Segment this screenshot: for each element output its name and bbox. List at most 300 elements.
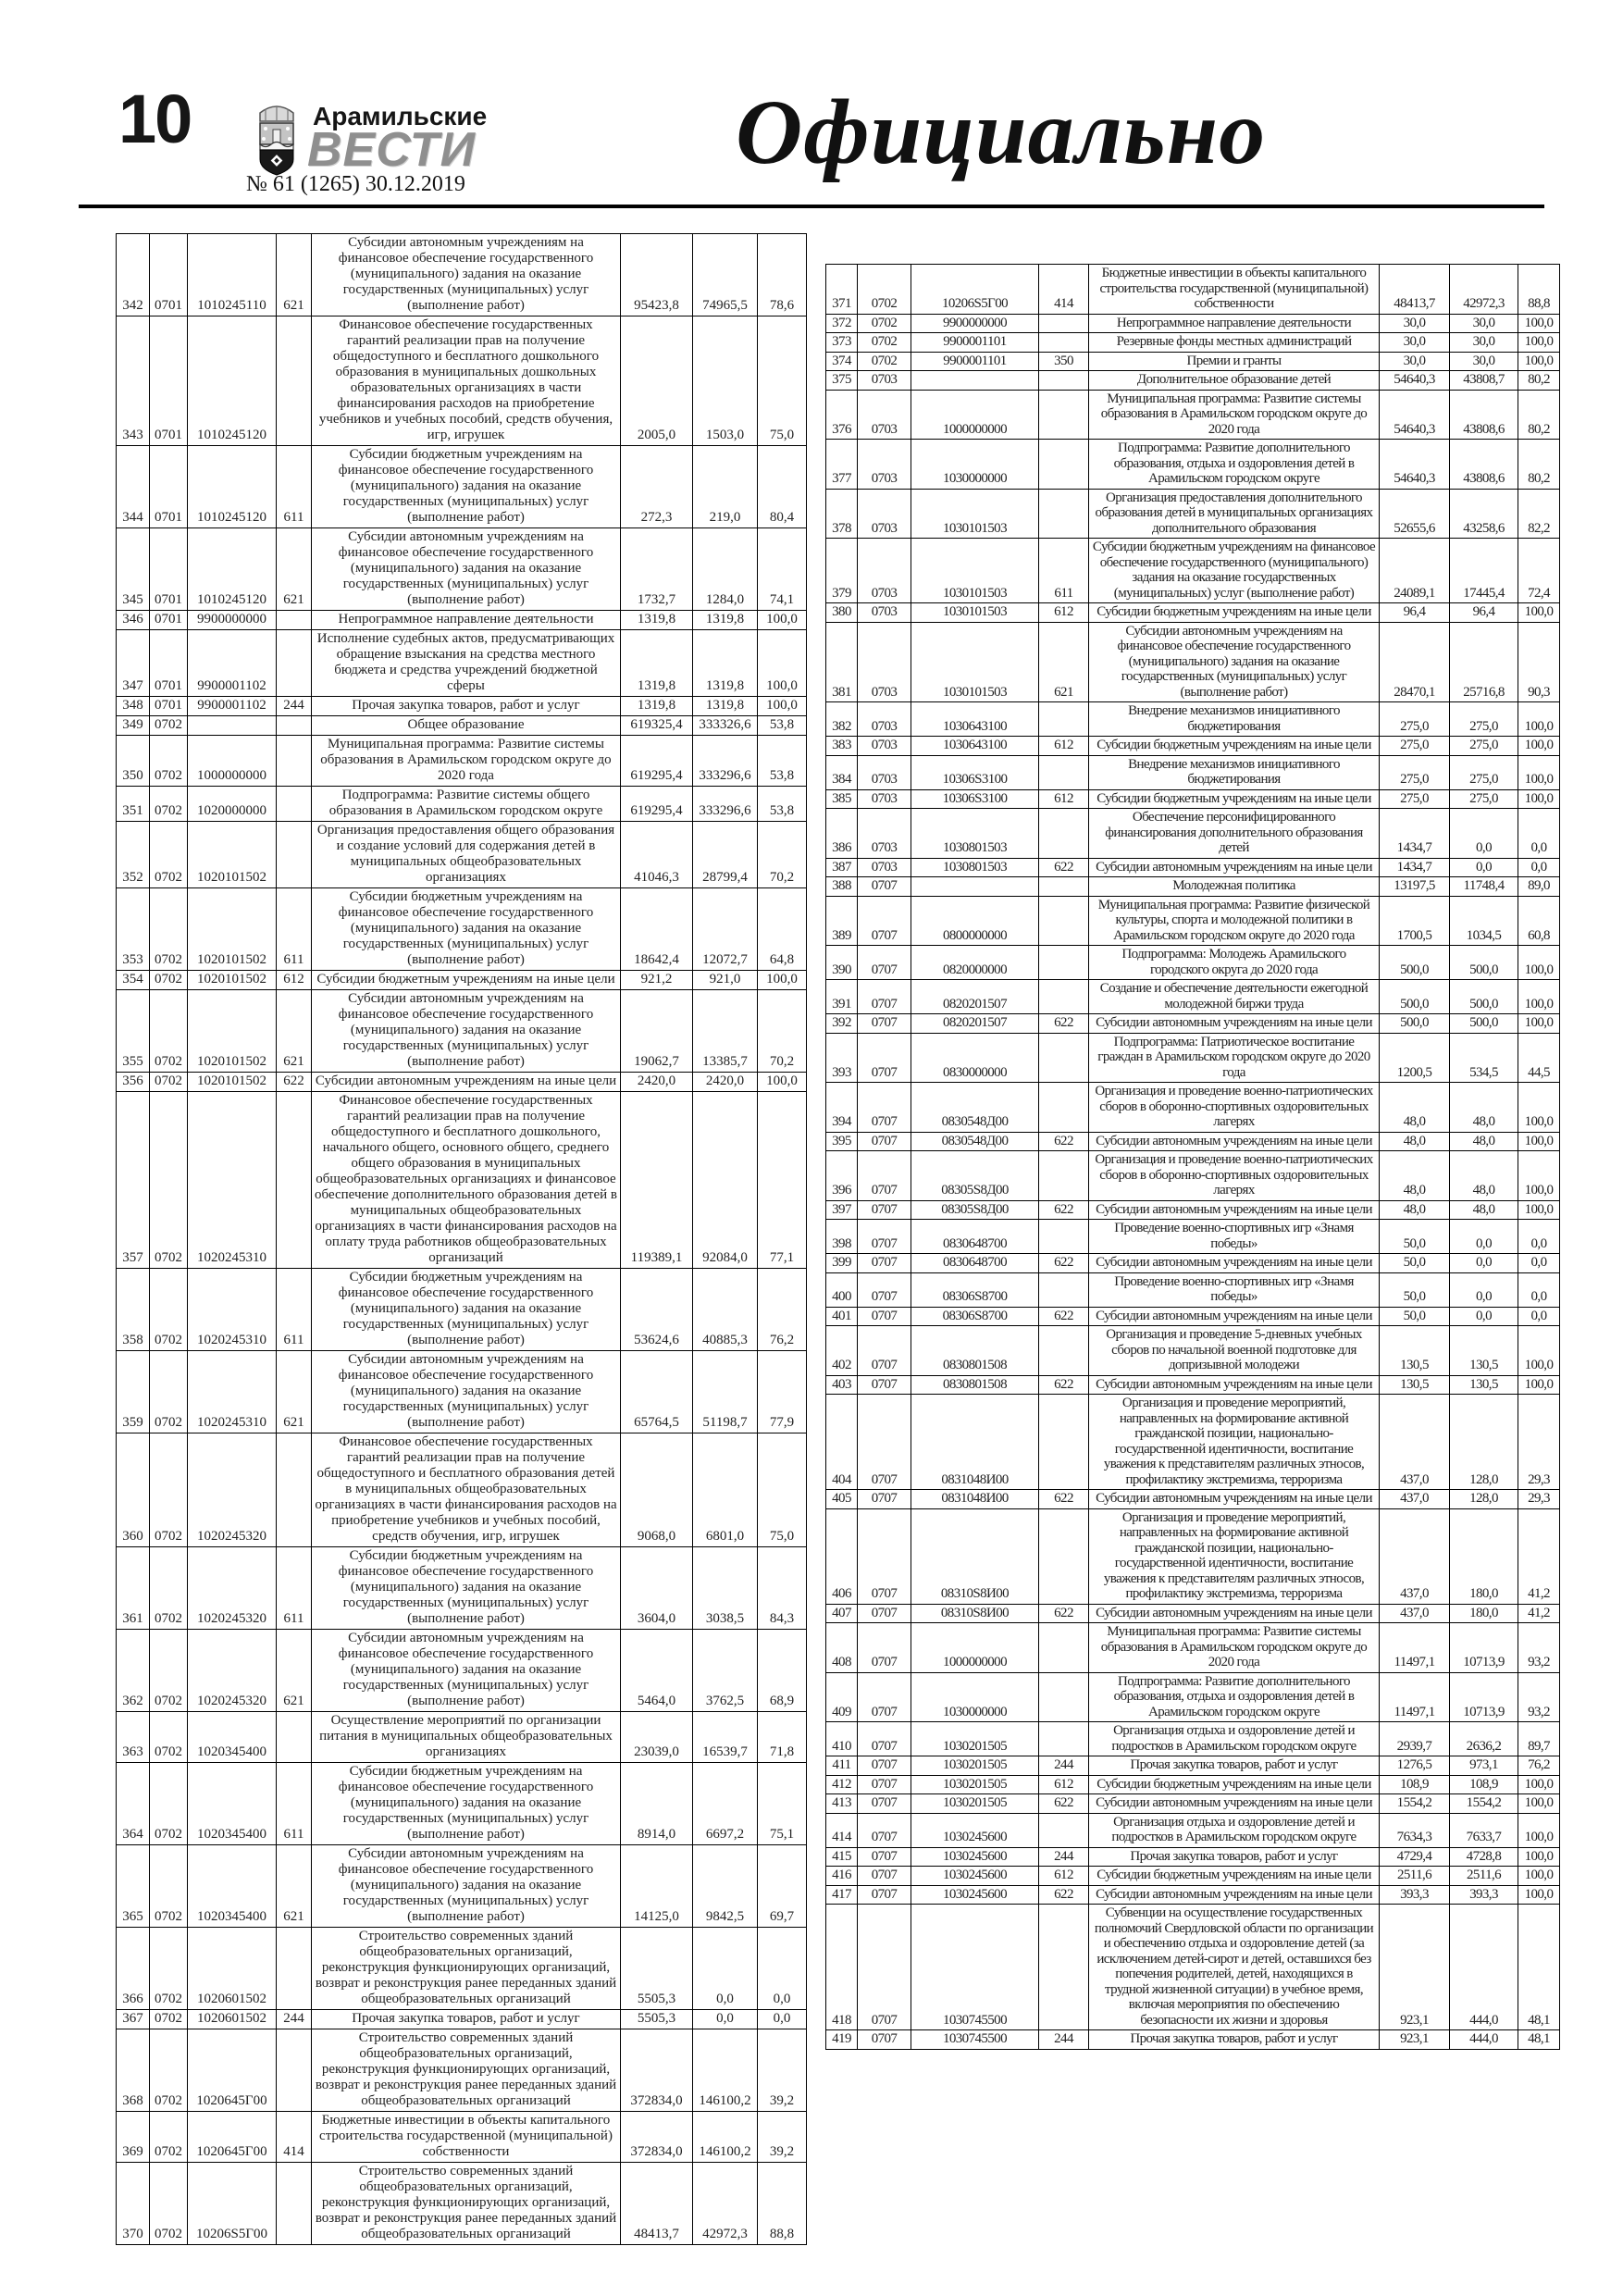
section-code-cell: 0707 (858, 1775, 911, 1794)
table-row (826, 1395, 1560, 1490)
section-code-cell: 0702 (150, 1433, 188, 1547)
planned-amount-cell: 4729,4 (1380, 1847, 1450, 1867)
expense-type-cell (1039, 896, 1089, 946)
row-number-cell: 418 (826, 1905, 858, 2030)
expense-type-cell: 622 (1039, 1885, 1089, 1905)
target-article-cell: 1020601502 (188, 1928, 277, 2010)
description-cell: Проведение военно-спортивных игр «Знамя победы» (1089, 1220, 1380, 1254)
planned-amount-cell: 19062,7 (621, 990, 693, 1073)
target-article-cell: 10306S3100 (911, 789, 1039, 809)
expense-type-cell (1039, 877, 1089, 897)
section-code-cell: 0702 (150, 1351, 188, 1433)
percent-cell: 100,0 (758, 611, 807, 630)
percent-cell: 80,2 (1518, 371, 1560, 391)
description-cell: Субсидии автономным учреждениям на иные цели (1089, 1014, 1380, 1034)
percent-cell: 88,8 (758, 2163, 807, 2245)
planned-amount-cell: 30,0 (1380, 352, 1450, 371)
executed-amount-cell: 500,0 (1450, 1014, 1518, 1034)
table-row (117, 528, 807, 611)
description-cell: Подпрограмма: Развитие дополнительного образования, отдыха и оздоровления детей в Арамильском городском округе (1089, 1672, 1380, 1722)
row-number-cell: 366 (117, 1928, 150, 2010)
executed-amount-cell: 6697,2 (693, 1763, 758, 1845)
percent-cell: 100,0 (1518, 1794, 1560, 1814)
table-row (826, 1775, 1560, 1794)
description-cell: Субсидии бюджетным учреждениям на финансовое обеспечение государственного (муниципального) задания на оказание государственных (муниципальных) услуг (выполнение работ) (1089, 539, 1380, 603)
row-number-cell: 358 (117, 1269, 150, 1351)
table-row (826, 946, 1560, 980)
row-number-cell: 389 (826, 896, 858, 946)
planned-amount-cell: 30,0 (1380, 333, 1450, 353)
percent-cell: 77,9 (758, 1351, 807, 1433)
target-article-cell: 08305S8Д00 (911, 1151, 1039, 1201)
executed-amount-cell: 921,0 (693, 971, 758, 990)
description-cell: Субсидии автономным учреждениям на иные цели (1089, 1307, 1380, 1326)
percent-cell: 100,0 (1518, 603, 1560, 623)
row-number-cell: 390 (826, 946, 858, 980)
expense-type-cell (1039, 489, 1089, 539)
table-row (826, 1672, 1560, 1722)
executed-amount-cell: 333296,6 (693, 736, 758, 787)
table-row (826, 1272, 1560, 1307)
percent-cell: 75,0 (758, 316, 807, 446)
planned-amount-cell: 1276,5 (1380, 1756, 1450, 1776)
executed-amount-cell: 10713,9 (1450, 1623, 1518, 1673)
expense-type-cell: 611 (1039, 539, 1089, 603)
section-code-cell: 0703 (858, 489, 911, 539)
row-number-cell: 355 (117, 990, 150, 1073)
row-number-cell: 409 (826, 1672, 858, 1722)
executed-amount-cell: 275,0 (1450, 737, 1518, 756)
section-code-cell: 0702 (150, 1269, 188, 1351)
section-code-cell: 0703 (858, 440, 911, 490)
target-article-cell: 1030201505 (911, 1794, 1039, 1814)
section-code-cell: 0703 (858, 603, 911, 623)
row-number-cell: 368 (117, 2029, 150, 2112)
target-article-cell: 08306S8700 (911, 1307, 1039, 1326)
executed-amount-cell: 17445,4 (1450, 539, 1518, 603)
description-cell: Субсидии бюджетным учреждениям на финансовое обеспечение государственного (муниципального) задания на оказание государственных (муниципальных) услуг (выполнение работ) (312, 1547, 621, 1630)
target-article-cell: 1020601502 (188, 2010, 277, 2029)
description-cell: Субсидии автономным учреждениям на иные цели (1089, 1200, 1380, 1220)
executed-amount-cell: 48,0 (1450, 1083, 1518, 1133)
expense-type-cell (277, 1712, 312, 1763)
expense-type-cell (1039, 1813, 1089, 1847)
percent-cell: 0,0 (1518, 858, 1560, 877)
target-article-cell: 1030245600 (911, 1885, 1039, 1905)
percent-cell: 84,3 (758, 1547, 807, 1630)
description-cell: Внедрение механизмов инициативного бюджетирования (1089, 755, 1380, 789)
planned-amount-cell: 41046,3 (621, 822, 693, 888)
description-cell: Финансовое обеспечение государственных гарантий реализации прав на получение общедоступного и бесплатного дошкольного образования в муниципальных дошкольных образовательных организациях в части финансирования расходов на приобретение учебников и учебных пособий, средств обучения, игр, игрушек (312, 316, 621, 446)
percent-cell: 78,6 (758, 234, 807, 316)
table-row (826, 1623, 1560, 1673)
planned-amount-cell: 48413,7 (621, 2163, 693, 2245)
section-code-cell: 0701 (150, 316, 188, 446)
description-cell: Проведение военно-спортивных игр «Знамя победы» (1089, 1272, 1380, 1307)
description-cell: Субсидии бюджетным учреждениям на финансовое обеспечение государственного (муниципального) задания на оказание государственных (муниципальных) услуг (выполнение работ) (312, 1269, 621, 1351)
section-code-cell: 0701 (150, 697, 188, 716)
target-article-cell: 1020101502 (188, 971, 277, 990)
row-number-cell: 416 (826, 1867, 858, 1886)
planned-amount-cell: 1434,7 (1380, 809, 1450, 859)
expense-type-cell: 244 (277, 697, 312, 716)
percent-cell: 100,0 (1518, 1375, 1560, 1395)
percent-cell: 100,0 (1518, 314, 1560, 333)
description-cell: Субсидии бюджетным учреждениям на иные цели (1089, 1775, 1380, 1794)
description-cell: Прочая закупка товаров, работ и услуг (1089, 1756, 1380, 1776)
expense-type-cell (277, 2163, 312, 2245)
percent-cell: 100,0 (758, 630, 807, 697)
description-cell: Организация и проведение 5-дневных учебных сборов по начальной военной подготовке для допризывной молодежи (1089, 1326, 1380, 1376)
percent-cell: 53,8 (758, 716, 807, 736)
executed-amount-cell: 2636,2 (1450, 1722, 1518, 1756)
executed-amount-cell: 130,5 (1450, 1326, 1518, 1376)
target-article-cell: 1020101502 (188, 888, 277, 971)
expense-type-cell (277, 716, 312, 736)
planned-amount-cell: 5464,0 (621, 1630, 693, 1712)
target-article-cell: 1010245120 (188, 528, 277, 611)
planned-amount-cell: 272,3 (621, 446, 693, 528)
target-article-cell: 1020101502 (188, 990, 277, 1073)
planned-amount-cell: 437,0 (1380, 1508, 1450, 1604)
description-cell: Субсидии автономным учреждениям на финансовое обеспечение государственного (муниципального) задания на оказание государственных (муниципальных) услуг (выполнение работ) (312, 528, 621, 611)
expense-type-cell: 611 (277, 1269, 312, 1351)
description-cell: Организация предоставления дополнительного образования детей в муниципальных организациях дополнительного образования (1089, 489, 1380, 539)
section-code-cell: 0707 (858, 1905, 911, 2030)
row-number-cell: 391 (826, 980, 858, 1014)
table-row (117, 2029, 807, 2112)
planned-amount-cell: 18642,4 (621, 888, 693, 971)
table-row (826, 1083, 1560, 1133)
row-number-cell: 382 (826, 702, 858, 737)
target-article-cell: 1000000000 (911, 390, 1039, 440)
section-code-cell: 0703 (858, 858, 911, 877)
table-row (826, 1132, 1560, 1151)
executed-amount-cell: 500,0 (1450, 946, 1518, 980)
expense-type-cell: 622 (1039, 1490, 1089, 1509)
executed-amount-cell: 108,9 (1450, 1775, 1518, 1794)
expense-type-cell (1039, 1672, 1089, 1722)
expense-type-cell (277, 316, 312, 446)
executed-amount-cell: 130,5 (1450, 1375, 1518, 1395)
section-code-cell: 0701 (150, 528, 188, 611)
section-code-cell: 0701 (150, 234, 188, 316)
target-article-cell: 1020245310 (188, 1269, 277, 1351)
expense-type-cell (1039, 1395, 1089, 1490)
section-code-cell: 0702 (858, 314, 911, 333)
header-rule (79, 205, 1544, 208)
target-article-cell: 1030101503 (911, 539, 1039, 603)
description-cell: Подпрограмма: Патриотическое воспитание граждан в Арамильском городском округе до 2020 года (1089, 1033, 1380, 1083)
description-cell: Субсидии бюджетным учреждениям на финансовое обеспечение государственного (муниципального) задания на оказание государственных (муниципальных) услуг (выполнение работ) (312, 1763, 621, 1845)
planned-amount-cell: 921,2 (621, 971, 693, 990)
description-cell: Субсидии автономным учреждениям на иные цели (1089, 1254, 1380, 1273)
row-number-cell: 413 (826, 1794, 858, 1814)
description-cell: Бюджетные инвестиции в объекты капитального строительства государственной (муниципальной) собственности (1089, 265, 1380, 315)
section-code-cell: 0707 (858, 1885, 911, 1905)
section-code-cell: 0707 (858, 1307, 911, 1326)
planned-amount-cell: 1554,2 (1380, 1794, 1450, 1814)
description-cell: Прочая закупка товаров, работ и услуг (312, 2010, 621, 2029)
planned-amount-cell: 48,0 (1380, 1151, 1450, 1201)
description-cell: Прочая закупка товаров, работ и услуг (1089, 2030, 1380, 2050)
planned-amount-cell: 54640,3 (1380, 440, 1450, 490)
percent-cell: 100,0 (1518, 1885, 1560, 1905)
description-cell: Субсидии автономным учреждениям на иные цели (1089, 1604, 1380, 1623)
planned-amount-cell: 11497,1 (1380, 1623, 1450, 1673)
description-cell: Субсидии бюджетным учреждениям на иные цели (312, 971, 621, 990)
percent-cell: 100,0 (1518, 1326, 1560, 1376)
planned-amount-cell: 2005,0 (621, 316, 693, 446)
description-cell: Осуществление мероприятий по организации питания в муниципальных общеобразовательных организациях (312, 1712, 621, 1763)
target-article-cell: 0830801508 (911, 1375, 1039, 1395)
percent-cell: 41,2 (1518, 1604, 1560, 1623)
issue-line: № 61 (1265) 30.12.2019 (246, 172, 465, 196)
row-number-cell: 363 (117, 1712, 150, 1763)
table-row (826, 371, 1560, 391)
planned-amount-cell: 48,0 (1380, 1200, 1450, 1220)
expense-type-cell: 622 (1039, 1132, 1089, 1151)
row-number-cell: 414 (826, 1813, 858, 1847)
masthead-title-bottom: ВЕСТИ (307, 123, 476, 177)
description-cell: Субсидии автономным учреждениям на иные цели (1089, 1794, 1380, 1814)
description-cell: Субсидии автономным учреждениям на иные цели (312, 1073, 621, 1092)
planned-amount-cell: 50,0 (1380, 1272, 1450, 1307)
row-number-cell: 360 (117, 1433, 150, 1547)
percent-cell: 100,0 (1518, 755, 1560, 789)
description-cell: Финансовое обеспечение государственных гарантий реализации прав на получение общедоступного и бесплатного образования детей в муниципальных общеобразовательных организациях в части финансирования расходов на приобретение учебников и учебных пособий, средств обучения, игр, игрушек (312, 1433, 621, 1547)
target-article-cell: 1030643100 (911, 702, 1039, 737)
section-code-cell: 0707 (858, 1490, 911, 1509)
expense-type-cell: 622 (1039, 1375, 1089, 1395)
description-cell: Организация предоставления общего образования и создание условий для содержания детей в муниципальных общеобразовательных организациях (312, 822, 621, 888)
row-number-cell: 357 (117, 1092, 150, 1269)
section-code-cell: 0703 (858, 622, 911, 702)
expense-type-cell: 612 (1039, 603, 1089, 623)
planned-amount-cell: 437,0 (1380, 1604, 1450, 1623)
table-row (826, 1326, 1560, 1376)
percent-cell: 29,3 (1518, 1490, 1560, 1509)
expense-type-cell (277, 822, 312, 888)
executed-amount-cell: 92084,0 (693, 1092, 758, 1269)
planned-amount-cell: 500,0 (1380, 1014, 1450, 1034)
target-article-cell: 0830000000 (911, 1033, 1039, 1083)
planned-amount-cell: 50,0 (1380, 1254, 1450, 1273)
row-number-cell: 362 (117, 1630, 150, 1712)
percent-cell: 75,0 (758, 1433, 807, 1547)
description-cell: Субсидии автономным учреждениям на иные цели (1089, 1490, 1380, 1509)
expense-type-cell (277, 1092, 312, 1269)
expense-type-cell: 622 (1039, 1794, 1089, 1814)
expense-type-cell (1039, 1033, 1089, 1083)
planned-amount-cell: 108,9 (1380, 1775, 1450, 1794)
executed-amount-cell: 43808,7 (1450, 371, 1518, 391)
description-cell: Создание и обеспечение деятельности ежегодной молодежной биржи труда (1089, 980, 1380, 1014)
table-row (826, 603, 1560, 623)
planned-amount-cell: 619295,4 (621, 787, 693, 822)
description-cell: Строительство современных зданий общеобразовательных организаций, реконструкция функционирующих организаций, возврат и реконструкция ранее переданных зданий общеобразовательных организаций (312, 1928, 621, 2010)
target-article-cell: 1020245320 (188, 1630, 277, 1712)
budget-table-left (116, 233, 807, 2245)
percent-cell: 53,8 (758, 736, 807, 787)
executed-amount-cell: 146100,2 (693, 2029, 758, 2112)
executed-amount-cell: 393,3 (1450, 1885, 1518, 1905)
planned-amount-cell: 8914,0 (621, 1763, 693, 1845)
expense-type-cell (1039, 1508, 1089, 1604)
percent-cell: 93,2 (1518, 1623, 1560, 1673)
executed-amount-cell: 973,1 (1450, 1756, 1518, 1776)
planned-amount-cell: 130,5 (1380, 1375, 1450, 1395)
row-number-cell: 393 (826, 1033, 858, 1083)
target-article-cell: 1030000000 (911, 1672, 1039, 1722)
executed-amount-cell: 11748,4 (1450, 877, 1518, 897)
row-number-cell: 347 (117, 630, 150, 697)
description-cell: Муниципальная программа: Развитие системы образования в Арамильском городском округе до 2020 года (1089, 390, 1380, 440)
row-number-cell: 359 (117, 1351, 150, 1433)
target-article-cell: 1020645Г00 (188, 2112, 277, 2163)
row-number-cell: 385 (826, 789, 858, 809)
percent-cell: 100,0 (758, 1073, 807, 1092)
planned-amount-cell: 1319,8 (621, 697, 693, 716)
target-article-cell: 1030745500 (911, 2030, 1039, 2050)
section-code-cell: 0702 (150, 1845, 188, 1928)
row-number-cell: 400 (826, 1272, 858, 1307)
section-title: Официально (736, 81, 1267, 183)
planned-amount-cell: 1319,8 (621, 611, 693, 630)
expense-type-cell: 612 (1039, 1867, 1089, 1886)
section-code-cell: 0707 (858, 1867, 911, 1886)
row-number-cell: 343 (117, 316, 150, 446)
percent-cell: 80,2 (1518, 390, 1560, 440)
description-cell: Организация и проведение мероприятий, направленных на формирование активной гражданской позиции, национально-государственной идентичности, воспитание уважения к представителям различных этносов, профилактику экстремизма, терроризма (1089, 1508, 1380, 1604)
target-article-cell: 0820201507 (911, 1014, 1039, 1034)
table-row (826, 622, 1560, 702)
table-row (826, 1813, 1560, 1847)
row-number-cell: 373 (826, 333, 858, 353)
expense-type-cell (1039, 1220, 1089, 1254)
expense-type-cell (1039, 1722, 1089, 1756)
table-row (826, 1254, 1560, 1273)
target-article-cell: 1020101502 (188, 1073, 277, 1092)
description-cell: Субсидии бюджетным учреждениям на иные цели (1089, 603, 1380, 623)
section-code-cell: 0707 (858, 1200, 911, 1220)
executed-amount-cell: 500,0 (1450, 980, 1518, 1014)
budget-table-right (825, 264, 1560, 2050)
executed-amount-cell: 1319,8 (693, 611, 758, 630)
section-code-cell: 0707 (858, 1672, 911, 1722)
target-article-cell: 0830548Д00 (911, 1083, 1039, 1133)
executed-amount-cell: 6801,0 (693, 1433, 758, 1547)
expense-type-cell: 612 (1039, 789, 1089, 809)
planned-amount-cell: 30,0 (1380, 314, 1450, 333)
target-article-cell: 0831048И00 (911, 1395, 1039, 1490)
table-row (117, 2163, 807, 2245)
expense-type-cell (277, 630, 312, 697)
planned-amount-cell: 130,5 (1380, 1326, 1450, 1376)
description-cell: Обеспечение персонифицированного финансирования дополнительного образования детей (1089, 809, 1380, 859)
expense-type-cell: 622 (1039, 1604, 1089, 1623)
section-code-cell: 0703 (858, 809, 911, 859)
description-cell: Субсидии бюджетным учреждениям на иные цели (1089, 789, 1380, 809)
section-code-cell: 0702 (150, 1547, 188, 1630)
percent-cell: 48,1 (1518, 1905, 1560, 2030)
description-cell: Субсидии автономным учреждениям на финансовое обеспечение государственного (муниципального) задания на оказание государственных (муниципальных) услуг (выполнение работ) (312, 1845, 621, 1928)
description-cell: Молодежная политика (1089, 877, 1380, 897)
executed-amount-cell: 0,0 (693, 1928, 758, 2010)
row-number-cell: 410 (826, 1722, 858, 1756)
executed-amount-cell: 9842,5 (693, 1845, 758, 1928)
planned-amount-cell: 1434,7 (1380, 858, 1450, 877)
target-article-cell: 1020101502 (188, 822, 277, 888)
percent-cell: 53,8 (758, 787, 807, 822)
executed-amount-cell: 3038,5 (693, 1547, 758, 1630)
table-row (117, 971, 807, 990)
target-article-cell: 08310S8И00 (911, 1508, 1039, 1604)
section-code-cell: 0702 (150, 1630, 188, 1712)
section-code-cell: 0707 (858, 1375, 911, 1395)
executed-amount-cell: 12072,7 (693, 888, 758, 971)
row-number-cell: 353 (117, 888, 150, 971)
target-article-cell: 0830648700 (911, 1254, 1039, 1273)
description-cell: Бюджетные инвестиции в объекты капитального строительства государственной (муниципальной) собственности (312, 2112, 621, 2163)
description-cell: Резервные фонды местных администраций (1089, 333, 1380, 353)
table-row (117, 1845, 807, 1928)
planned-amount-cell: 48,0 (1380, 1083, 1450, 1133)
section-code-cell: 0707 (858, 1508, 911, 1604)
percent-cell: 0,0 (1518, 1254, 1560, 1273)
executed-amount-cell: 30,0 (1450, 352, 1518, 371)
row-number-cell: 412 (826, 1775, 858, 1794)
row-number-cell: 376 (826, 390, 858, 440)
percent-cell: 100,0 (758, 697, 807, 716)
percent-cell: 100,0 (1518, 946, 1560, 980)
description-cell: Муниципальная программа: Развитие системы образования в Арамильском городском округе до 2020 года (312, 736, 621, 787)
expense-type-cell: 244 (277, 2010, 312, 2029)
description-cell: Организация отдыха и оздоровление детей и подростков в Арамильском городском округе (1089, 1813, 1380, 1847)
percent-cell: 100,0 (1518, 333, 1560, 353)
planned-amount-cell: 1319,8 (621, 630, 693, 697)
target-article-cell: 1030101503 (911, 489, 1039, 539)
expense-type-cell: 612 (1039, 737, 1089, 756)
target-article-cell: 08305S8Д00 (911, 1200, 1039, 1220)
section-code-cell: 0703 (858, 789, 911, 809)
expense-type-cell: 244 (1039, 1847, 1089, 1867)
description-cell: Строительство современных зданий общеобразовательных организаций, реконструкция функционирующих организаций, возврат и реконструкция ранее переданных зданий общеобразовательных организаций (312, 2163, 621, 2245)
expense-type-cell: 621 (277, 234, 312, 316)
expense-type-cell (1039, 1083, 1089, 1133)
row-number-cell: 372 (826, 314, 858, 333)
section-code-cell: 0702 (150, 990, 188, 1073)
table-row (117, 736, 807, 787)
expense-type-cell: 414 (277, 2112, 312, 2163)
target-article-cell (188, 716, 277, 736)
description-cell: Субсидии автономным учреждениям на финансовое обеспечение государственного (муниципального) задания на оказание государственных (муниципальных) услуг (выполнение работ) (312, 1351, 621, 1433)
table-row (826, 1905, 1560, 2030)
section-code-cell: 0707 (858, 2030, 911, 2050)
planned-amount-cell: 50,0 (1380, 1307, 1450, 1326)
target-article-cell: 1030201505 (911, 1722, 1039, 1756)
percent-cell: 90,3 (1518, 622, 1560, 702)
percent-cell: 48,1 (1518, 2030, 1560, 2050)
page-number: 10 (118, 81, 192, 157)
expense-type-cell: 622 (1039, 1307, 1089, 1326)
table-row (826, 1307, 1560, 1326)
table-row (826, 1151, 1560, 1201)
row-number-cell: 386 (826, 809, 858, 859)
executed-amount-cell: 74965,5 (693, 234, 758, 316)
table-row (117, 1351, 807, 1433)
target-article-cell: 1030245600 (911, 1867, 1039, 1886)
